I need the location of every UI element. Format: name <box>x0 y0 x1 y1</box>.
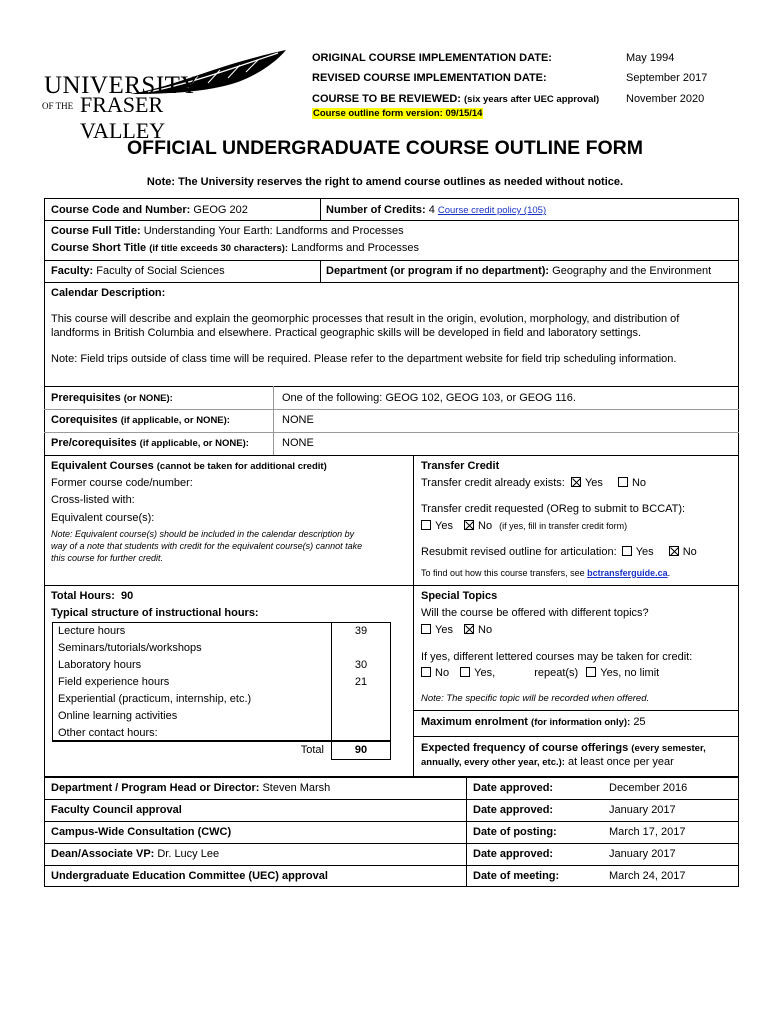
credits <box>326 204 546 216</box>
transfer-guide-line <box>421 568 670 578</box>
approval-label: Department / Program Head or Director: <box>51 782 260 794</box>
lettered-nolimit-checkbox[interactable] <box>586 667 596 677</box>
frequency-line2 <box>421 756 674 768</box>
credits-value: 4 <box>428 204 435 216</box>
transfer-exists-yes-label: Yes <box>584 477 603 489</box>
max-enrolment <box>421 716 646 728</box>
department-label: Department (or program if no department): <box>326 265 550 277</box>
transfer-requested-row <box>421 520 627 532</box>
bctransferguide-link[interactable]: bctransferguide.ca <box>587 568 668 578</box>
approval-row-left <box>51 804 185 816</box>
total-hours <box>51 590 133 602</box>
credit-policy-link[interactable]: Course credit policy (105) <box>437 205 547 216</box>
hours-total-value: 90 <box>354 744 368 756</box>
resubmit-yes-label: Yes <box>635 546 654 558</box>
rev-date-value: September 2017 <box>626 72 708 84</box>
transfer-requested-label: Transfer credit requested (OReg to submit to BCCAT): <box>421 503 686 515</box>
approval-label: Dean/Associate VP: <box>51 848 155 860</box>
amend-note: Note: The University reserves the right to amend course outlines as needed without notice. <box>146 176 624 188</box>
coreq-label-text: Corequisites <box>51 414 118 426</box>
approval-date-label: Date approved: <box>473 848 554 860</box>
hours-row-label: Experiential (practicum, internship, etc.) <box>58 693 252 705</box>
cross-listed-label: Cross-listed with: <box>51 494 135 506</box>
hours-row-label: Seminars/tutorials/workshops <box>58 642 202 654</box>
transfer-requested-yes-label: Yes <box>435 520 453 532</box>
special-topics-question: Will the course be offered with different topics? <box>421 607 649 619</box>
equivalent-heading <box>51 460 327 472</box>
approval-date-value: December 2016 <box>609 782 688 794</box>
structure-label: Typical structure of instructional hours: <box>51 607 259 619</box>
approval-label: Undergraduate Education Committee (UEC) approval <box>51 870 328 882</box>
hours-row-label: Laboratory hours <box>58 659 142 671</box>
equivalent-note-line3: this course for further credit. <box>51 553 164 563</box>
hours-row-value <box>331 691 391 708</box>
resubmit-row <box>421 546 697 558</box>
approval-date-label: Date of posting: <box>473 826 557 838</box>
approval-row-left <box>51 848 219 860</box>
hours-row-value: 30 <box>354 659 368 671</box>
lettered-nolimit-label: Yes, no limit <box>600 667 660 679</box>
lettered-yes-checkbox[interactable] <box>460 667 470 677</box>
logo-university-text: UNIVERSITY <box>44 72 199 99</box>
course-code-label: Course Code and Number: <box>51 204 191 216</box>
equivalent-note-line2: way of a note that students with credit for the equivalent course(s) cannot take <box>51 541 363 551</box>
review-date-value: November 2020 <box>626 93 705 105</box>
hours-row-label: Lecture hours <box>58 625 126 637</box>
special-topics-row <box>421 624 492 636</box>
calendar-label: Calendar Description: <box>51 287 166 299</box>
faculty-label: Faculty: <box>51 265 94 277</box>
max-enrolment-label: Maximum enrolment <box>421 716 528 728</box>
approval-row-left <box>51 870 331 882</box>
logo-of-the-text: OF THE <box>42 101 74 111</box>
equivalent-note-line1: Note: Equivalent course(s) should be included in the calendar description by <box>51 529 355 539</box>
department <box>326 265 711 277</box>
approval-value: Dr. Lucy Lee <box>157 848 220 860</box>
course-code-value: GEOG 202 <box>193 204 248 216</box>
lettered-no-label: No <box>435 667 450 679</box>
approval-label: Campus-Wide Consultation (CWC) <box>51 826 232 838</box>
short-title-label: Course Short Title <box>51 242 147 254</box>
short-title <box>51 242 419 254</box>
hours-row-value <box>331 708 391 725</box>
lettered-yes-label: Yes, <box>474 667 496 679</box>
frequency-value: at least once per year <box>568 756 674 768</box>
hours-row-value: 39 <box>354 625 368 637</box>
approval-date-value: March 17, 2017 <box>609 826 686 838</box>
coreq-label <box>51 414 230 426</box>
approval-date-label: Date approved: <box>473 804 554 816</box>
precoreq-label <box>51 437 249 449</box>
special-yes-label: Yes <box>435 624 453 636</box>
review-note: (six years after UEC approval) <box>464 94 600 105</box>
logo-fraser-valley-text: FRASER VALLEY <box>80 92 166 143</box>
calendar-desc-line2: landforms in British Columbia and elsewhere. Practical geographic skills will be developed in field and laboratory settings. <box>51 327 642 339</box>
approval-row-left <box>51 782 330 794</box>
transfer-exists-row <box>421 477 646 489</box>
transfer-requested-note: (if yes, fill in transfer credit form) <box>499 521 628 531</box>
approval-date-value: March 24, 2017 <box>609 870 686 882</box>
transfer-guide-end: . <box>667 568 671 578</box>
coreq-note: (if applicable, or NONE): <box>120 415 230 426</box>
resubmit-no-checkbox[interactable] <box>669 546 679 556</box>
hours-table <box>52 622 391 760</box>
prereq-note: (or NONE): <box>123 393 173 404</box>
full-title-label: Course Full Title: <box>51 225 141 237</box>
hours-row-label: Other contact hours: <box>58 727 158 739</box>
approval-date-value: January 2017 <box>609 804 676 816</box>
calendar-field-trip-note: Note: Field trips outside of class time will be required. Please refer to the department website for field trip scheduling information. <box>51 353 677 365</box>
prereq-value: One of the following: GEOG 102, GEOG 103, or GEOG 116. <box>282 392 576 404</box>
full-title-value: Understanding Your Earth: Landforms and Processes <box>143 225 404 237</box>
frequency-line1 <box>421 742 706 754</box>
hours-row-label: Field experience hours <box>58 676 170 688</box>
lettered-courses-row <box>421 667 659 679</box>
special-no-checkbox[interactable] <box>464 624 474 634</box>
page-title: OFFICIAL UNDERGRADUATE COURSE OUTLINE FORM <box>126 137 644 159</box>
resubmit-no-label: No <box>682 546 697 558</box>
approval-date-label: Date approved: <box>473 782 554 794</box>
former-course-label: Former course code/number: <box>51 477 193 489</box>
form-version: Course outline form version: 09/15/14 <box>313 108 483 119</box>
review-date-line <box>312 93 599 105</box>
prereq-label-text: Prerequisites <box>51 392 121 404</box>
transfer-exists-no-label: No <box>631 477 647 489</box>
department-value: Geography and the Environment <box>552 265 712 277</box>
precoreq-value: NONE <box>282 437 314 449</box>
approval-label: Faculty Council approval <box>51 804 182 816</box>
lettered-no-checkbox[interactable] <box>421 667 431 677</box>
orig-date-label: ORIGINAL COURSE IMPLEMENTATION DATE: <box>312 52 552 64</box>
max-enrolment-value: 25 <box>633 716 646 728</box>
transfer-requested-no-checkbox[interactable] <box>464 520 474 530</box>
lettered-courses-label: If yes, different lettered courses may be taken for credit: <box>421 651 693 663</box>
frequency-note2: annually, every other year, etc.): <box>421 757 565 768</box>
hours-total-label: Total <box>300 744 324 756</box>
transfer-requested-yes-checkbox[interactable] <box>421 520 431 530</box>
equivalent-course-label: Equivalent course(s): <box>51 512 155 524</box>
approval-date-label: Date of meeting: <box>473 870 560 882</box>
hours-row-value <box>331 640 391 657</box>
hours-row-label: Online learning activities <box>58 710 178 722</box>
transfer-exists-no-checkbox[interactable] <box>618 477 628 487</box>
special-yes-checkbox[interactable] <box>421 624 431 634</box>
resubmit-label: Resubmit revised outline for articulation: <box>421 546 617 558</box>
orig-date-value: May 1994 <box>626 52 675 64</box>
short-title-value: Landforms and Processes <box>291 242 419 254</box>
full-title <box>51 225 404 237</box>
approval-row-left <box>51 826 234 838</box>
transfer-requested-no-label: No <box>478 520 493 532</box>
precoreq-label-text: Pre/corequisites <box>51 437 137 449</box>
max-enrolment-note: (for information only): <box>531 717 631 728</box>
review-label: COURSE TO BE REVIEWED: <box>312 93 461 105</box>
faculty <box>51 265 225 277</box>
short-title-note: (if title exceeds 30 characters): <box>149 243 289 254</box>
faculty-value: Faculty of Social Sciences <box>96 265 225 277</box>
precoreq-note: (if applicable, or NONE): <box>139 438 249 449</box>
transfer-credit-label: Transfer Credit <box>421 460 500 472</box>
resubmit-yes-checkbox[interactable] <box>622 546 632 556</box>
special-topics-label: Special Topics <box>421 590 498 602</box>
transfer-guide-text: To find out how this course transfers, see <box>421 568 585 578</box>
total-hours-label: Total Hours: <box>51 590 115 602</box>
hours-row-value <box>331 725 391 742</box>
approval-date-value: January 2017 <box>609 848 676 860</box>
frequency-note1: (every semester, <box>631 743 706 754</box>
hours-row-value: 21 <box>354 676 368 688</box>
transfer-exists-label: Transfer credit already exists: <box>421 477 565 489</box>
special-topic-note: Note: The specific topic will be recorded when offered. <box>421 693 650 704</box>
transfer-exists-yes-checkbox[interactable] <box>571 477 581 487</box>
course-code <box>51 204 248 216</box>
credits-label: Number of Credits: <box>326 204 426 216</box>
total-hours-value: 90 <box>121 590 134 602</box>
prereq-label <box>51 392 173 404</box>
equivalent-note: (cannot be taken for additional credit) <box>156 461 327 472</box>
calendar-desc-line1: This course will describe and explain the geomorphic processes that result in the origin, evolution, morphology, and distribution of <box>51 313 680 325</box>
approvals-table <box>44 777 739 887</box>
coreq-value: NONE <box>282 414 314 426</box>
approval-value: Steven Marsh <box>262 782 331 794</box>
equivalent-label: Equivalent Courses <box>51 460 154 472</box>
frequency-label: Expected frequency of course offerings <box>421 742 629 754</box>
special-no-label: No <box>478 624 493 636</box>
lettered-repeat-label: repeat(s) <box>534 667 579 679</box>
university-logo <box>40 52 250 143</box>
rev-date-label: REVISED COURSE IMPLEMENTATION DATE: <box>312 72 547 84</box>
